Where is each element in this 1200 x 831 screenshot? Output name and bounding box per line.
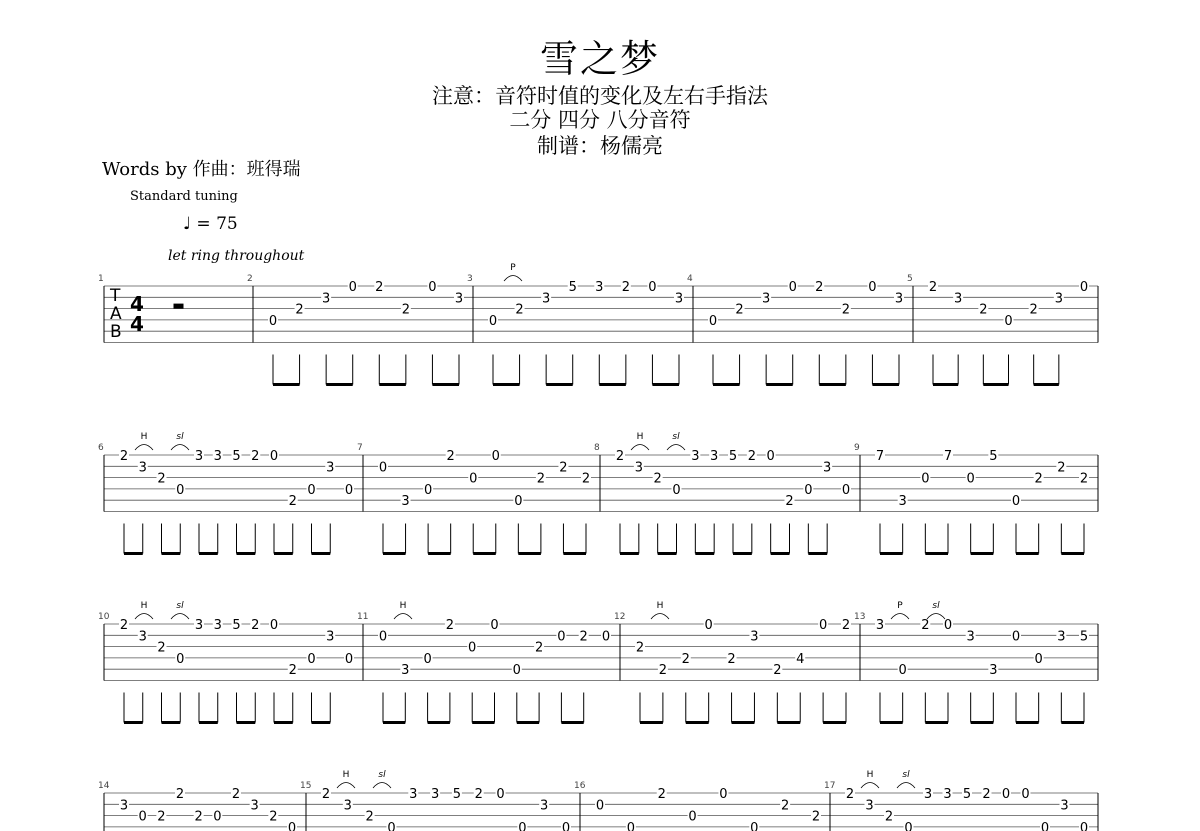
fret-number: 2 [658, 663, 668, 679]
fret-number: 2 [446, 449, 455, 464]
fret-number: 2 [747, 449, 756, 464]
fret-number: 2 [251, 449, 260, 464]
fret-number: 0 [307, 651, 316, 667]
fret-number: 0 [378, 460, 388, 476]
technique-label: H [140, 432, 148, 442]
fret-number: 2 [365, 809, 374, 825]
fret-number: 2 [581, 471, 591, 487]
fret-number: 5 [452, 787, 462, 802]
fret-number: 0 [344, 651, 354, 667]
technique-slur [631, 445, 649, 451]
technique-slur [667, 445, 685, 451]
measure-number: 4 [687, 274, 693, 284]
fret-number: 2 [536, 471, 546, 487]
fret-number: 3 [674, 291, 684, 307]
fret-number: 0 [378, 629, 388, 645]
fret-number: 2 [735, 302, 744, 318]
fret-number: 5 [962, 787, 972, 802]
fret-number: 2 [1079, 471, 1089, 487]
fret-number: 0 [423, 482, 433, 498]
fret-number: 3 [194, 449, 204, 464]
fret-number: 3 [966, 629, 975, 645]
fret-number: 2 [119, 449, 129, 464]
measure-number: 5 [907, 274, 913, 284]
tab-clef-letter: A [110, 304, 122, 324]
fret-number: 2 [401, 302, 410, 318]
fret-number: 2 [375, 280, 384, 295]
fret-number: 0 [176, 482, 185, 498]
technique-label: H [866, 770, 874, 780]
fret-number: 0 [648, 280, 657, 295]
fret-number: 2 [1029, 302, 1038, 318]
fret-number: 7 [875, 449, 885, 464]
tempo-marking: ♩ = 75 [183, 214, 238, 234]
fret-number: 2 [269, 809, 278, 825]
fret-number: 0 [1011, 629, 1021, 645]
fret-number: 3 [898, 494, 907, 510]
fret-number: 0 [719, 787, 728, 802]
fret-number: 3 [213, 449, 222, 464]
fret-number: 2 [727, 651, 736, 667]
fret-number: 0 [307, 482, 316, 498]
fret-number: 0 [966, 471, 975, 487]
fret-number: 0 [601, 629, 611, 645]
fret-number: 0 [138, 809, 147, 825]
measure-number: 1 [98, 274, 104, 284]
technique-slur [135, 614, 153, 620]
fret-number: 0 [943, 618, 953, 633]
fret-number: 2 [773, 663, 782, 679]
fret-number: 3 [138, 460, 147, 476]
measure-number: 15 [300, 781, 312, 791]
fret-number: 0 [561, 820, 571, 831]
measure-number: 11 [357, 612, 369, 622]
fret-number: 3 [762, 291, 771, 307]
fret-number: 0 [921, 471, 930, 487]
fret-number: 0 [804, 482, 813, 498]
measure-number: 6 [98, 443, 104, 453]
technique-label: sl [378, 770, 386, 780]
fret-number: 0 [1001, 787, 1011, 802]
fret-number: 3 [954, 291, 963, 307]
fret-number: 0 [287, 820, 297, 831]
fret-number: 2 [845, 787, 855, 802]
fret-number: 0 [626, 820, 635, 831]
fret-number: 2 [175, 787, 185, 802]
fret-number: 0 [904, 820, 913, 831]
fret-number: 0 [750, 820, 759, 831]
fret-number: 0 [1079, 280, 1089, 295]
fret-number: 0 [1079, 820, 1089, 831]
fret-number: 3 [540, 798, 549, 814]
fret-number: 2 [515, 302, 524, 318]
fret-number: 0 [269, 618, 279, 633]
fret-number: 2 [815, 280, 824, 295]
fret-number: 3 [430, 787, 440, 802]
fret-number: 2 [119, 618, 129, 633]
fret-number: 5 [989, 449, 998, 464]
fret-number: 3 [943, 787, 952, 802]
technique-label: P [897, 601, 903, 611]
fret-number: 3 [343, 798, 352, 814]
technique-label: H [399, 601, 407, 611]
fret-number: 3 [691, 449, 700, 464]
fret-number: 3 [923, 787, 933, 802]
fret-number: 2 [657, 787, 666, 802]
fret-number: 5 [568, 280, 577, 295]
fret-number: 3 [1054, 291, 1063, 307]
fret-number: 0 [344, 482, 354, 498]
fret-number: 3 [138, 629, 147, 645]
fret-number: 0 [387, 820, 396, 831]
technique-slur [337, 783, 355, 789]
fret-number: 2 [295, 302, 304, 318]
fret-number: 3 [322, 291, 331, 307]
fret-number: 3 [894, 291, 904, 307]
fret-number: 3 [326, 629, 335, 645]
technique-label: sl [902, 770, 910, 780]
technique-label: sl [672, 432, 680, 442]
fret-number: 5 [728, 449, 738, 464]
technique-slur [171, 614, 189, 620]
fret-number: 2 [534, 640, 544, 656]
fret-number: 0 [496, 787, 505, 802]
technique-label: H [656, 601, 664, 611]
fret-number: 3 [865, 798, 874, 814]
whole-rest [174, 304, 184, 309]
fret-number: 2 [445, 618, 455, 633]
fret-number: 3 [875, 618, 885, 633]
fret-number: 2 [321, 787, 331, 802]
fret-number: 2 [615, 449, 625, 464]
technique-slur [651, 614, 669, 620]
fret-number: 3 [823, 460, 832, 476]
technique-label: sl [176, 432, 184, 442]
fret-number: 3 [595, 280, 604, 295]
fret-number: 0 [514, 494, 523, 510]
let-ring-instruction: let ring throughout [168, 248, 305, 264]
technique-label: sl [176, 601, 184, 611]
fret-number: 0 [491, 449, 500, 464]
fret-number: 3 [454, 291, 464, 307]
fret-number: 0 [269, 449, 279, 464]
fret-number: 3 [401, 494, 410, 510]
fret-number: 0 [1021, 787, 1030, 802]
fret-number: 0 [1034, 651, 1043, 667]
technique-slur [861, 783, 879, 789]
measure-number: 3 [467, 274, 473, 284]
score-title: 雪之梦 [539, 37, 660, 81]
time-signature-digit: 4 [130, 312, 144, 336]
fret-number: 2 [231, 787, 241, 802]
measure-number: 9 [854, 443, 860, 453]
technique-label: H [140, 601, 148, 611]
fret-number: 0 [468, 640, 477, 656]
fret-number: 3 [194, 618, 204, 633]
fret-number: 2 [785, 494, 794, 510]
fret-number: 2 [979, 302, 988, 318]
tab-clef-letter: T [110, 286, 121, 306]
fret-number: 0 [708, 313, 718, 329]
fret-number: 2 [653, 471, 662, 487]
fret-number: 0 [428, 280, 437, 295]
fret-number: 0 [1004, 313, 1013, 329]
fret-number: 0 [469, 471, 478, 487]
fret-number: 2 [157, 471, 166, 487]
fret-number: 0 [898, 663, 907, 679]
fret-number: 3 [213, 618, 222, 633]
fret-number: 0 [818, 618, 828, 633]
composer-credit: Words by 作曲：班得瑞 [102, 159, 301, 180]
fret-number: 0 [788, 280, 797, 295]
fret-number: 0 [213, 809, 222, 825]
fret-number: 0 [176, 651, 185, 667]
technique-slur [504, 276, 522, 282]
fret-number: 2 [841, 618, 851, 633]
fret-number: 0 [868, 280, 877, 295]
fret-number: 2 [559, 460, 568, 476]
fret-number: 0 [490, 618, 499, 633]
fret-number: 2 [579, 629, 588, 645]
fret-number: 0 [268, 313, 278, 329]
fret-number: 2 [1034, 471, 1043, 487]
fret-number: 2 [811, 809, 821, 825]
fret-number: 0 [557, 629, 566, 645]
time-signature-digit: 4 [130, 292, 144, 316]
fret-number: 4 [796, 651, 805, 667]
fret-number: 3 [750, 629, 759, 645]
fret-number: 5 [232, 618, 241, 633]
technique-slur [135, 445, 153, 451]
measure-number: 16 [574, 781, 586, 791]
fret-number: 7 [943, 449, 953, 464]
fret-number: 3 [119, 798, 129, 814]
measure-number: 2 [247, 274, 253, 284]
fret-number: 2 [681, 651, 690, 667]
measure-number: 10 [98, 612, 110, 622]
fret-number: 3 [401, 663, 410, 679]
technique-slur [394, 614, 412, 620]
measure-number: 13 [854, 612, 866, 622]
fret-number: 3 [326, 460, 335, 476]
measure-number: 12 [614, 612, 626, 622]
fret-number: 3 [1060, 798, 1069, 814]
measure-number: 14 [98, 781, 110, 791]
fret-number: 0 [488, 313, 498, 329]
fret-number: 3 [1057, 629, 1066, 645]
fret-number: 0 [704, 618, 713, 633]
fret-number: 2 [157, 809, 166, 825]
technique-label: P [510, 263, 516, 273]
fret-number: 0 [688, 809, 697, 825]
fret-number: 3 [634, 460, 643, 476]
technique-slur [891, 614, 909, 620]
fret-number: 0 [672, 482, 681, 498]
technique-slur [171, 445, 189, 451]
measure-number: 7 [357, 443, 363, 453]
note-line-1: 注意：音符时值的变化及左右手指法 [432, 84, 768, 108]
fret-number: 0 [766, 449, 775, 464]
technique-label: sl [932, 601, 940, 611]
fret-number: 2 [635, 640, 645, 656]
tuning-label: Standard tuning [130, 189, 238, 204]
technique-slur [897, 783, 915, 789]
fret-number: 5 [1079, 629, 1089, 645]
fret-number: 0 [518, 820, 527, 831]
fret-number: 2 [288, 663, 297, 679]
note-line-2: 二分 四分 八分音符 [509, 108, 691, 132]
fret-number: 0 [841, 482, 851, 498]
fret-number: 0 [423, 651, 432, 667]
fret-number: 2 [1057, 460, 1066, 476]
fret-number: 2 [921, 618, 930, 633]
fret-number: 2 [884, 809, 894, 825]
fret-number: 2 [621, 280, 630, 295]
fret-number: 2 [157, 640, 166, 656]
fret-number: 2 [474, 787, 483, 802]
fret-number: 0 [1011, 494, 1021, 510]
measure-number: 17 [824, 781, 836, 791]
fret-number: 5 [232, 449, 241, 464]
arranger-credit: 制谱：杨儒亮 [537, 134, 663, 158]
fret-number: 2 [288, 494, 297, 510]
fret-number: 2 [982, 787, 991, 802]
fret-number: 2 [781, 798, 790, 814]
fret-number: 0 [512, 663, 521, 679]
fret-number: 3 [710, 449, 719, 464]
fret-number: 3 [542, 291, 551, 307]
fret-number: 2 [841, 302, 850, 318]
technique-slur [373, 783, 391, 789]
fret-number: 2 [928, 280, 938, 295]
fret-number: 2 [251, 618, 260, 633]
fret-number: 0 [595, 798, 605, 814]
fret-number: 0 [1040, 820, 1050, 831]
measure-number: 8 [594, 443, 600, 453]
technique-label: H [636, 432, 644, 442]
fret-number: 3 [409, 787, 418, 802]
fret-number: 3 [989, 663, 998, 679]
fret-number: 0 [348, 280, 357, 295]
fret-number: 3 [250, 798, 259, 814]
technique-label: H [342, 770, 350, 780]
tab-clef-letter: B [110, 322, 122, 342]
fret-number: 2 [194, 809, 203, 825]
